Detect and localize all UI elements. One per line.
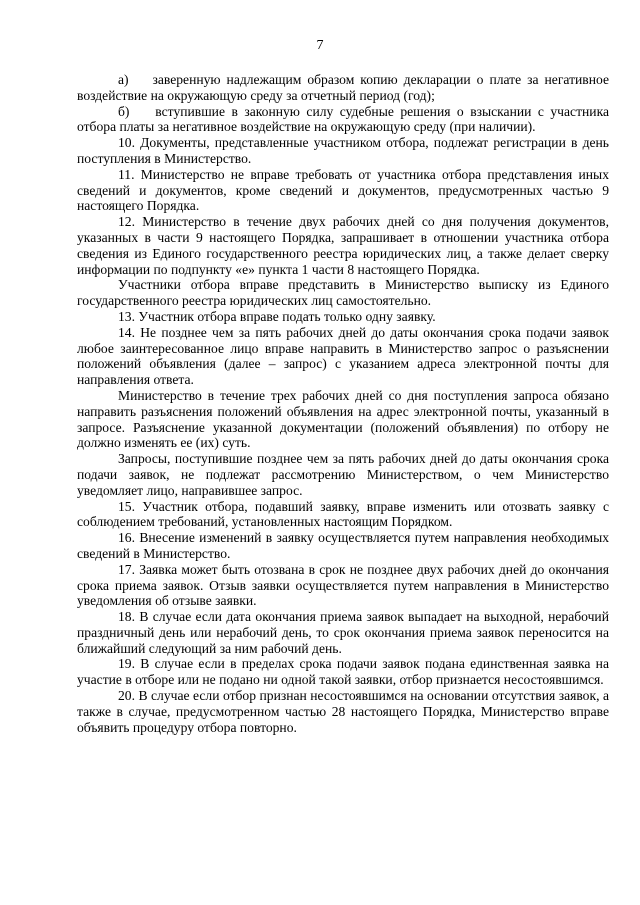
paragraph-b: б) вступившие в законную силу судебные решения о взыскании с участника отбора платы за негативное воздействие на окружающую среду (при наличии). [77,103,609,135]
paragraph-12-note: Участники отбора вправе представить в Министерство выписку из Единого государственного реестра юридических лиц самостоятельно. [77,277,609,309]
paragraph-14-response: Министерство в течение трех рабочих дней со дня поступления запроса обязано направить разъяснения положений объявления на адрес электронной почты, указанный в запросе. Разъяснение указанной документации (положений объявления) по отбору не должно изменять ее (их) суть. [77,387,609,451]
paragraph-15: 15. Участник отбора, подавший заявку, вправе изменить или отозвать заявку с соблюдением требований, установленных настоящим Порядком. [77,498,609,530]
page-number: 7 [316,38,324,53]
paragraph-20: 20. В случае если отбор признан несостоявшимся на основании отсутствия заявок, а также в случае, предусмотренном частью 28 настоящего Порядка, Министерство вправе объявить процедуру отбора повторно. [77,688,609,735]
paragraph-10: 10. Документы, представленные участником отбора, подлежат регистрации в день поступления в Министерство. [77,135,609,166]
paragraph-14-late-requests: Запросы, поступившие позднее чем за пять рабочих дней до даты окончания срока подачи заявок, не подлежат рассмотрению Министерством, о чем Министерство уведомляет лицо, направившее запрос. [77,451,609,498]
paragraph-17: 17. Заявка может быть отозвана в срок не позднее двух рабочих дней до окончания срока приема заявок. Отзыв заявки осуществляется путем направления в Министерство уведомления об отзыве заявки. [77,561,609,609]
document-body [77,72,609,735]
paragraph-11: 11. Министерство не вправе требовать от участника отбора представления иных сведений и документов, кроме сведений и документов, предусмотренных частью 9 настоящего Порядка. [77,166,609,214]
paragraph-18: 18. В случае если дата окончания приема заявок выпадает на выходной, нерабочий праздничный день или нерабочий день, то срок окончания приема заявок переносится на ближайший следующий за ним рабочий день. [77,609,609,656]
paragraph-12: 12. Министерство в течение двух рабочих дней со дня получения документов, указанных в части 9 настоящего Порядка, запрашивает в отношении участника отбора сведения из Единого государственного реестра юридических лиц, а также делает сверку информации по подпункту «е» пункта 1 части 8 настоящего Порядка. [77,214,609,277]
paragraph-19: 19. В случае если в пределах срока подачи заявок подана единственная заявка на участие в отборе или не подано ни одной такой заявки, отбор признается несостоявшимся. [77,656,609,688]
paragraph-14: 14. Не позднее чем за пять рабочих дней до даты окончания срока подачи заявок любое заинтересованное лицо вправе направить в Министерство запрос о разъяснении положений объявления (далее – запрос) с указанием адреса электронной почты для направления ответа. [77,324,609,388]
paragraph-16: 16. Внесение изменений в заявку осуществляется путем направления необходимых сведений в Министерство. [77,530,609,561]
paragraph-13: 13. Участник отбора вправе подать только одну заявку. [118,308,436,324]
paragraph-a: а) заверенную надлежащим образом копию декларации о плате за негативное воздействие на окружающую среду за отчетный период (год); [77,72,609,103]
